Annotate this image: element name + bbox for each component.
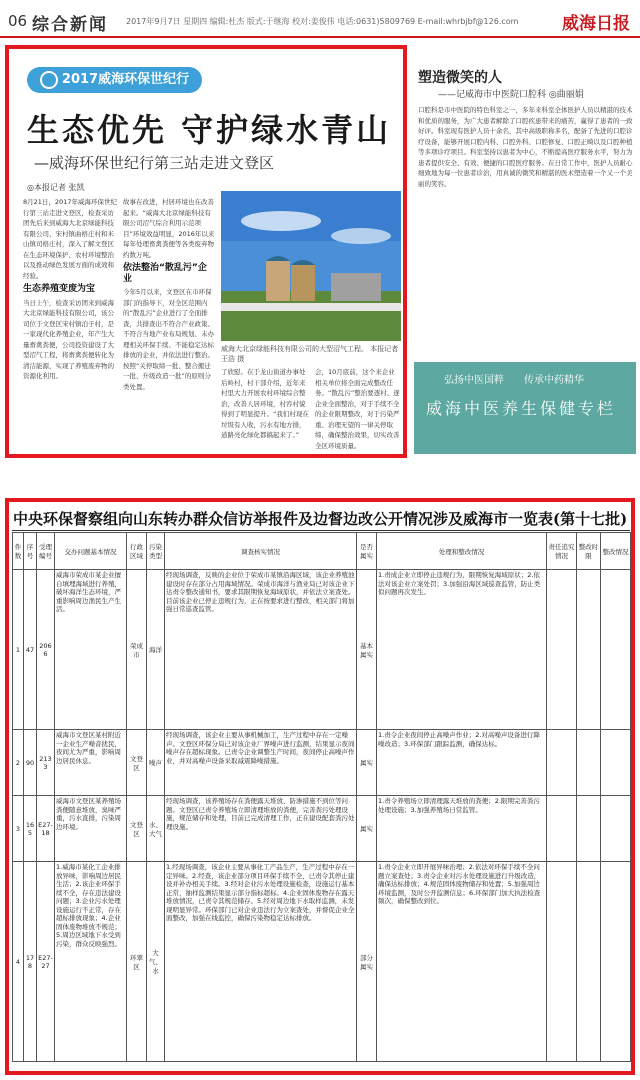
cell-seq: 47 — [24, 570, 37, 730]
page-header — [0, 0, 640, 40]
article-column-1 — [23, 197, 117, 455]
column-4-text: 会，10月底前，这个来企业相关单位将全面完成整改任务。“散乱污”整治要逐村、逐企业全面整治，对于手续不全的企业限期整改，对于污染严重、治理无望的一律关停取缔，确保整治效果，切实改善全区环境质量。 — [315, 368, 400, 450]
cell-code: E27-27 — [37, 862, 55, 1062]
banner-label: 2017威海环保世纪行 — [61, 72, 190, 87]
column-1-subtitle: 生态养殖变废为宝 — [23, 284, 96, 294]
ad-slogan-2: 传承中药精华 — [524, 375, 584, 386]
th-true: 是否属实 — [357, 533, 377, 570]
cell-code: 2133 — [37, 730, 55, 796]
cell-check: 经现场调查，该养殖场存在粪便露天堆放、防渗措施不到位等问题。文登区已责令养殖场立即清理堆放的粪便，完善粪污处理设施，规范储存和处理，目前已完成清理工作，正在建设配套粪污处理设施。 — [165, 796, 357, 862]
cell-handle: 1.责成企业立即停止违规行为，限期恢复海域原状；2.依法对该企业立案处罚；3.加强沿海区域巡查监管，防止类似问题再次发生。 — [377, 570, 547, 730]
right-article-text: 口腔科是市中医院的特色科室之一，多年来科室全体医护人员以精湛的技术和优质的服务，为广大患者解除了口腔疾患带来的痛苦，赢得了患者的一致好评。科室现有医护人员十余名，其中高级职称多名，配备了先进的口腔诊疗设备，能够开展口腔内科、口腔外科、口腔修复、口腔正畸以及口腔种植等多项诊疗项目。科室坚持以患者为中心，不断提高医疗服务水平，努力为患者提供安全、有效、便捷的口腔医疗服务。在日常工作中，医护人员耐心细致地为每一位患者诊治，用真诚的微笑和精湛的医术塑造着一个又一个美丽的笑容。 — [418, 106, 633, 188]
th-region: 行政区域 — [127, 533, 147, 570]
column-2-subtitle: 依法整治“散乱污”企业 — [123, 263, 207, 284]
photo-credit: 本报记者 王浩 摄 — [221, 345, 399, 363]
feature-byline: ◎本报记者 张凯 — [27, 183, 85, 192]
cell-accountability — [547, 796, 577, 862]
cell-issue: 威海市文登区某养殖场粪便随意堆放，臭味严重，污水直排，污染周边环境。 — [55, 796, 127, 862]
cell-deadline — [577, 570, 601, 730]
column-2-text-2: 今年5月以来，文登区在市环保部门的指导下，对全区范围内的“散乱污”企业进行了全面排查，共排查出不符合产业政策、不符合当地产业布局规划、未办理相关环保手续、不能稳定达标排放的企业，并依法进行整治。按照“关停取缔一批、整合搬迁一批、升级改造一批”的原则分类处置。 — [123, 288, 214, 391]
table-title: 中央环保督察组向山东转办群众信访举报件及边督边改公开情况涉及威海市一览表(第十七批) — [13, 510, 628, 528]
feature-headline: 生态优先 守护绿水青山 — [27, 111, 392, 149]
right-article-body — [418, 105, 634, 355]
cell-accountability — [547, 570, 577, 730]
th-check: 调查核实情况 — [165, 533, 357, 570]
table-row — [13, 730, 631, 796]
cell-true: 属实 — [357, 796, 377, 862]
cell-region: 文登区 — [127, 796, 147, 862]
table-row — [13, 796, 631, 862]
cell-type: 大气、水 — [147, 862, 165, 1062]
newspaper-brand: 威海日报 — [562, 14, 630, 34]
cell-true: 属实 — [357, 730, 377, 796]
cell-seq: 90 — [24, 730, 37, 796]
cell-region: 环翠区 — [127, 862, 147, 1062]
photo-caption — [221, 344, 401, 364]
ad-slogan-1: 弘扬中医国粹 — [444, 375, 504, 386]
cell-seq: 178 — [24, 862, 37, 1062]
th-handle: 处理和整改情况 — [377, 533, 547, 570]
cell-handle: 1.责令企业立即开展异味治理；2.依法对环保手续不全问题立案查处；3.责令企业对污水处理设施进行升级改造，确保达标排放；4.规范固体废物储存和处置；5.加强周边环境监测，及时公开监测信息；6.环保部门加大执法检查频次，确保整改到位。 — [377, 862, 547, 1062]
th-accountability: 责任追究情况 — [547, 533, 577, 570]
table-row — [13, 570, 631, 730]
header-rule — [0, 36, 640, 38]
column-1-text-2: 当日上午，检查采访团来到威海大北京绿能科技有限公司，该公司位于文登区宋村镇泊子村，是一家现代化养殖企业，年产生大量畜禽粪便，公司投资建设了大型沼气工程，将畜禽粪便转化为清洁能源，实现了养殖废弃物的资源化利用。 — [23, 298, 114, 380]
table-header-row — [13, 533, 631, 570]
photo-caption-text: 威海大北京绿能科技有限公司的大型沼气工程。 — [221, 345, 368, 353]
cell-count: 2 — [13, 730, 24, 796]
cell-true: 部分属实 — [357, 862, 377, 1062]
th-deadline: 整改时限 — [577, 533, 601, 570]
cell-accountability — [547, 862, 577, 1062]
th-count: 件数 — [13, 533, 24, 570]
th-seq: 序号 — [24, 533, 37, 570]
cell-deadline — [577, 730, 601, 796]
right-headline: 塑造微笑的人 — [418, 70, 502, 86]
feature-banner — [27, 67, 202, 93]
petition-table-section — [5, 498, 635, 1075]
cell-check: 经现场调查，该企业主要从事机械加工，生产过程中存在一定噪声。文登区环保分局已对该企业厂界噪声进行监测，结果显示夜间噪声存在超标现象。已责令企业调整生产时间，夜间停止高噪声作业，并对高噪声设备采取减震降噪措施。 — [165, 730, 357, 796]
cell-accountability — [547, 730, 577, 796]
cell-handle: 1.责令养殖场立即清理露天堆放的粪便；2.限期完善粪污处理设施；3.加强养殖场日常监管。 — [377, 796, 547, 862]
page-number: 06 — [8, 12, 28, 30]
feature-subhead: —威海环保世纪行第三站走进文登区 — [34, 154, 275, 172]
cell-region: 文登区 — [127, 730, 147, 796]
th-type: 污染类型 — [147, 533, 165, 570]
right-article — [414, 45, 638, 458]
header-meta: 2017年9月7日 星期四 编辑:杜杰 版式:于继海 校对:姜俊伟 电话:0631)5809769 E-mail:whrbjbf@126.com — [126, 17, 519, 26]
column-2-text: 故事在改进，村居环境也在改善起来。“威海大北京绿能科技有限公司沼气综合利用示范项目”环境效益明显，2016年以来每年处理畜禽粪便等各类废弃物约数万吨。 — [123, 198, 215, 259]
cell-deadline — [577, 796, 601, 862]
th-status: 整改情况 — [601, 533, 631, 570]
section-title: 综合新闻 — [32, 15, 108, 35]
cell-code: 2066 — [37, 570, 55, 730]
cell-region: 荣成市 — [127, 570, 147, 730]
cell-type: 噪声 — [147, 730, 165, 796]
cell-status — [601, 730, 631, 796]
cell-true: 基本属实 — [357, 570, 377, 730]
cell-code: E27-18 — [37, 796, 55, 862]
feature-photo — [221, 191, 401, 341]
cell-status — [601, 862, 631, 1062]
logo-icon — [40, 71, 58, 89]
column-1-text: 8月21日，2017年威海环保世纪行第三站走进文登区，检查采访团先后来到威海大北京绿能科技有限公司、宋村镇曲格庄村和米山镇司格庄村，深入了解文登区在生态环境保护、农村环境整治以及推动绿色发展方面的成效和经验。 — [23, 198, 117, 280]
article-column-3 — [221, 367, 309, 455]
cell-check: 经现场调查，反映的企业位于荣成市某镇沿海区域，该企业养殖池建设时存在部分占用海域情况。荣成市海洋与渔业局已对该企业下达责令整改通知书，要求其限期恢复海域原状，并依法立案查处。目前该企业已停止违规行为，正在按要求进行整改，相关部门将加强日常巡查监管。 — [165, 570, 357, 730]
cell-check: 1.经现场调查，该企业主要从事化工产品生产，生产过程中存在一定异味。2.经查，该企业部分项目环保手续不全，已责令其停止建设并补办相关手续。3.经对企业污水处理设施检查，设施运行基本正常，抽样监测结果显示部分指标超标。4.企业固体废物存在露天堆放情况，已责令其规范储存。5.经对周边地下水取样监测，未发现明显异常。环保部门已对企业违法行为立案查处，并督促企业全面整改，加强在线监控，确保污染物稳定达标排放。 — [165, 862, 357, 1062]
cell-issue: 1.威海市某化工企业排放异味，影响周边居民生活；2.该企业环保手续不全，存在违法建设问题；3.企业污水处理设施运行不正常，存在超标排放现象；4.企业固体废物堆放不规范；5.周边区域地下水受到污染，群众反映强烈。 — [55, 862, 127, 1062]
cell-deadline — [577, 862, 601, 1062]
cell-type: 海洋 — [147, 570, 165, 730]
article-column-4 — [315, 367, 401, 455]
right-subhead: ——记威海市中医院口腔科 ◎曲丽娟 — [438, 90, 584, 100]
cell-status — [601, 570, 631, 730]
cell-count: 1 — [13, 570, 24, 730]
article-column-2 — [123, 197, 215, 455]
cell-status — [601, 796, 631, 862]
cell-type: 水、大气 — [147, 796, 165, 862]
th-issue: 交办问题基本情况 — [55, 533, 127, 570]
title-rule — [12, 530, 630, 531]
cell-seq: 165 — [24, 796, 37, 862]
cell-count: 3 — [13, 796, 24, 862]
feature-article — [5, 45, 407, 458]
petition-table — [12, 532, 631, 1062]
cell-count: 4 — [13, 862, 24, 1062]
table-row — [13, 862, 631, 1062]
cell-handle: 1.责令企业夜间停止高噪声作业；2.对高噪声设备进行降噪改造；3.环保部门跟踪监测，确保达标。 — [377, 730, 547, 796]
ad-title: 威海中医养生保健专栏 — [426, 399, 617, 418]
th-code: 受理编号 — [37, 533, 55, 570]
tcm-ad-banner — [414, 362, 636, 454]
cell-issue: 威海市文登区某村附近一企业生产噪音扰民，夜间尤为严重，影响周边居民休息。 — [55, 730, 127, 796]
column-3-text: 了欣慰。在于龙山街道办事处后岭村，村干部介绍，近年来村里大力开展农村环境综合整治，改善人居环境，村容村貌得到了明显提升。“我们村现在垃圾有人收，污水有地方排，道路亮化绿化都搞起来了。” — [221, 368, 309, 439]
cell-issue: 威海市荣成市某企业擅自填埋海域进行养殖，破坏海洋生态环境，严重影响周边渔民生产生活。 — [55, 570, 127, 730]
